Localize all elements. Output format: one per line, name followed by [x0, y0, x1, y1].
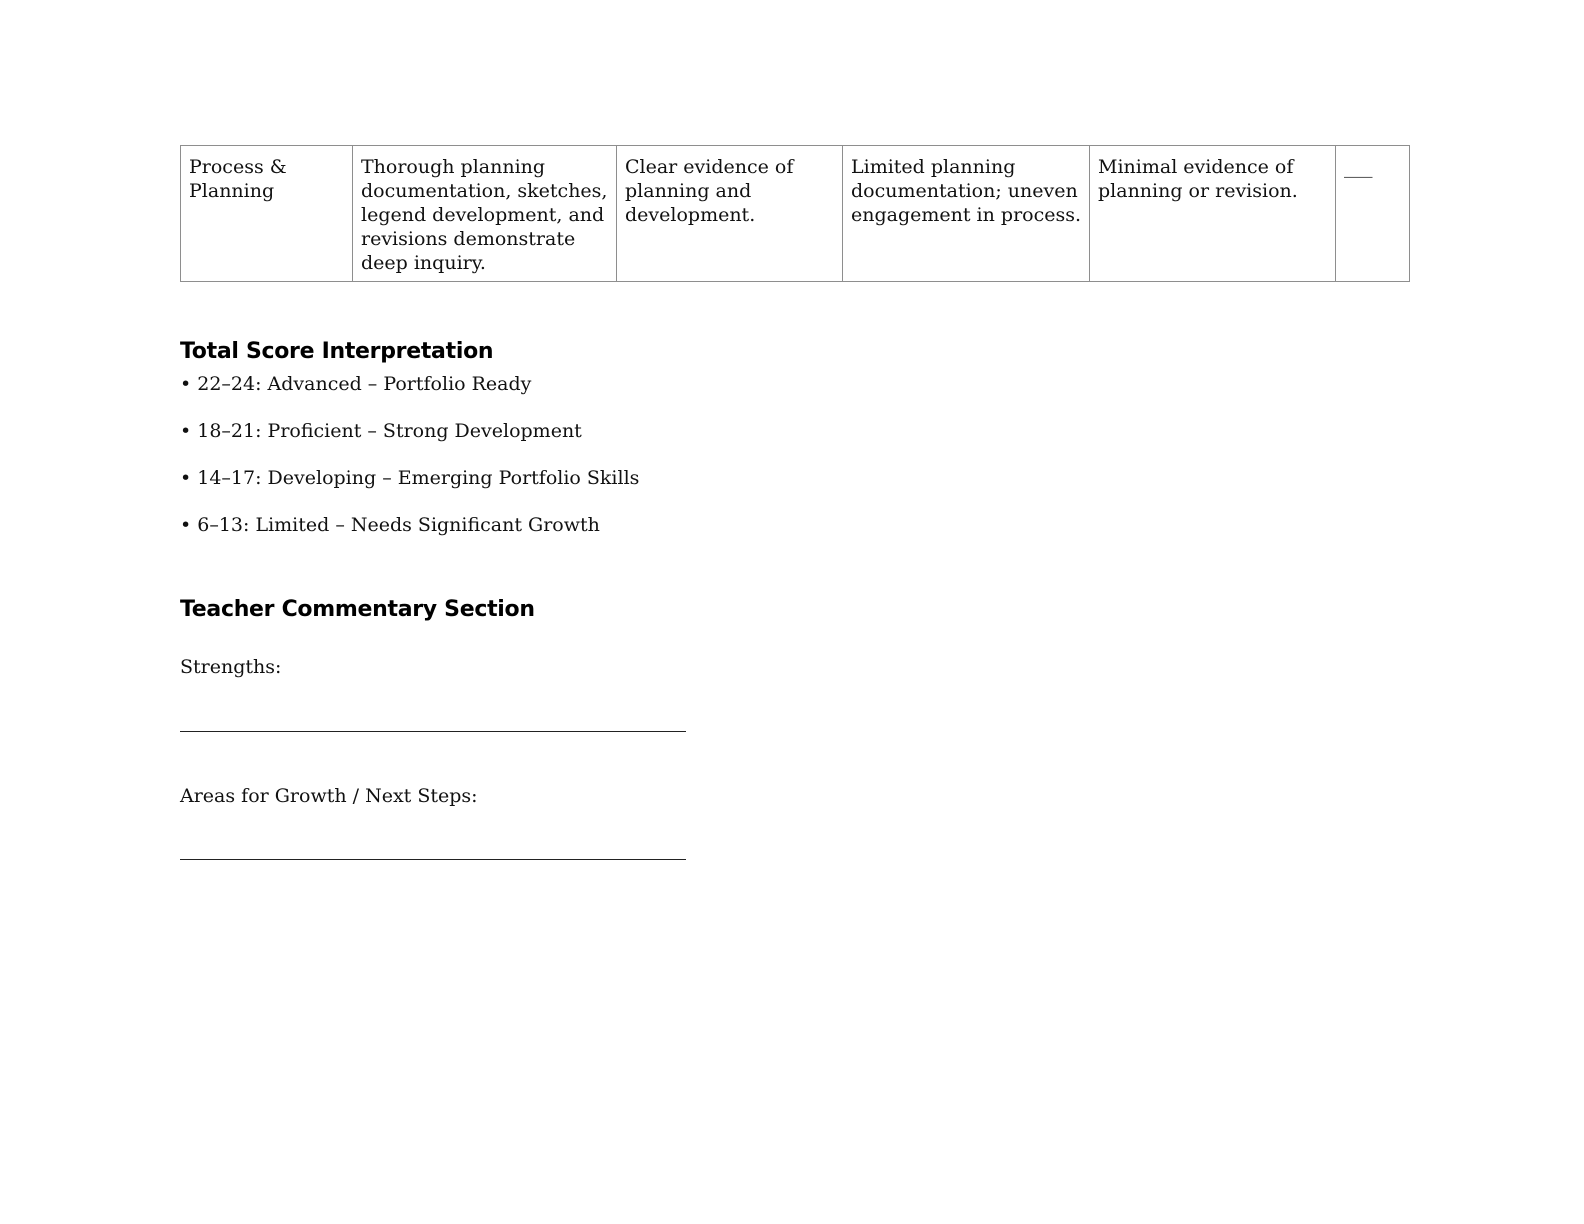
rubric-table — [180, 145, 1410, 282]
score-interpretation-list — [180, 372, 639, 560]
strengths-label: Strengths: — [180, 656, 282, 678]
teacher-commentary-heading: Teacher Commentary Section — [180, 597, 535, 622]
list-item: • 18–21: Proficient – Strong Development — [180, 420, 582, 442]
score-interpretation-heading: Total Score Interpretation — [180, 339, 494, 364]
criterion-cell: Process & Planning — [181, 146, 353, 282]
strengths-write-line[interactable] — [180, 731, 686, 732]
list-item: • 14–17: Developing – Emerging Portfolio Skills — [180, 467, 640, 489]
level-1-cell: Minimal evidence of planning or revision. — [1090, 146, 1336, 282]
table-row — [181, 146, 1410, 282]
list-item: • 6–13: Limited – Needs Significant Growth — [180, 514, 600, 536]
score-blank-cell: ___ — [1336, 146, 1410, 282]
list-item: • 22–24: Advanced – Portfolio Ready — [180, 373, 532, 395]
level-4-cell: Thorough planning documentation, sketches, legend development, and revisions demonstrate deep inquiry. — [353, 146, 617, 282]
level-2-cell: Limited planning documentation; uneven engagement in process. — [843, 146, 1090, 282]
level-3-cell: Clear evidence of planning and development. — [617, 146, 843, 282]
growth-label: Areas for Growth / Next Steps: — [180, 785, 478, 807]
growth-write-line[interactable] — [180, 859, 686, 860]
